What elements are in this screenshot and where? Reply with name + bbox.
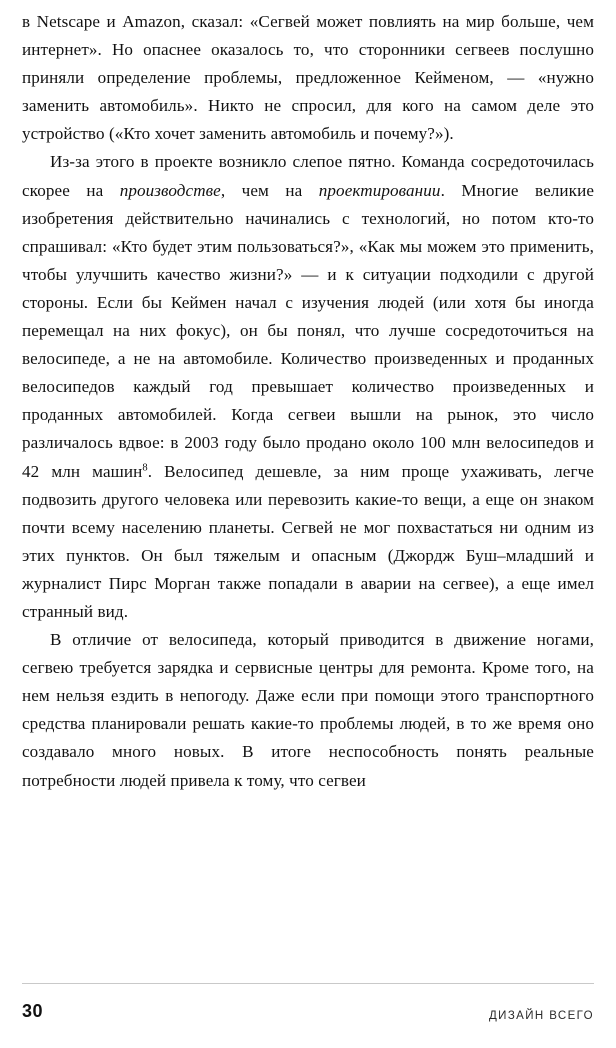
text-run: В отличие от велосипеда, который приводится в движение ногами, сегвею требуется зарядка и сервисные центры для ремонта. Кроме того, на нем нельзя ездить в непогоду. Даже если при помощи этого транспортного средства планировали решать какие-то проблемы людей, в то же время оно создавало много новых. В итоге неспособность понять реальные потребности людей привела к тому, что сегвеи bbox=[22, 630, 594, 790]
emphasis-text: производстве bbox=[119, 180, 221, 200]
text-run: . Велосипед дешевле, за ним проще ухаживать, легче подвозить другого человека или перевозить какие-то вещи, а еще он знаком почти всему населению планеты. Сегвей не мог похвастаться ни одним из этих пунктов. Он был тяжелым и опасным (Джордж Буш–младший и журналист Пирс Морган также попадали в аварии на сегвее), а еще имел странный вид. bbox=[22, 461, 594, 621]
text-run: в Netscape и Amazon, сказал: «Сегвей может повлиять на мир больше, чем интернет». Но опаснее оказалось то, что сторонники сегвеев послушно приняли определение проблемы, предложенное Кейменом, — «нужно заменить автомобиль». Никто не спросил, для кого на самом деле это устройство («Кто хочет заменить автомобиль и почему?»). bbox=[22, 12, 594, 144]
page-number: 30 bbox=[22, 1001, 44, 1021]
paragraph bbox=[22, 148, 594, 626]
text-run: Из-за этого в проекте возникло слепое пятно. Команда сосредоточилась скорее на bbox=[22, 152, 594, 200]
text-run: , чем на bbox=[220, 180, 319, 200]
page-footer bbox=[22, 996, 594, 1022]
paragraph bbox=[22, 626, 594, 795]
page-body bbox=[22, 8, 594, 795]
running-head: ДИЗАЙН ВСЕГО bbox=[488, 1010, 594, 1022]
footnote-marker: 8 bbox=[142, 461, 148, 473]
footer-divider bbox=[22, 983, 594, 984]
paragraph bbox=[22, 8, 594, 148]
text-run: . Многие великие изобретения действительно начинались с технологий, но потом кто-то спрашивал: «Кто будет этим пользоваться?», «Как мы можем это применить, чтобы улучшить качество жизни?» — и к ситуации подходили с другой стороны. Если бы Кеймен начал с изучения людей (или хотя бы иногда перемещал на них фокус), он бы понял, что лучше сосредоточиться на велосипеде, а не на автомобиле. Количество произведенных и проданных велосипедов каждый год превышает количество произведенных и проданных автомобилей. Когда сегвеи вышли на рынок, это число различалось вдвое: в 2003 году было продано около 100 млн велосипедов и 42 млн машин bbox=[22, 180, 595, 481]
emphasis-text: проектировании bbox=[318, 180, 441, 200]
